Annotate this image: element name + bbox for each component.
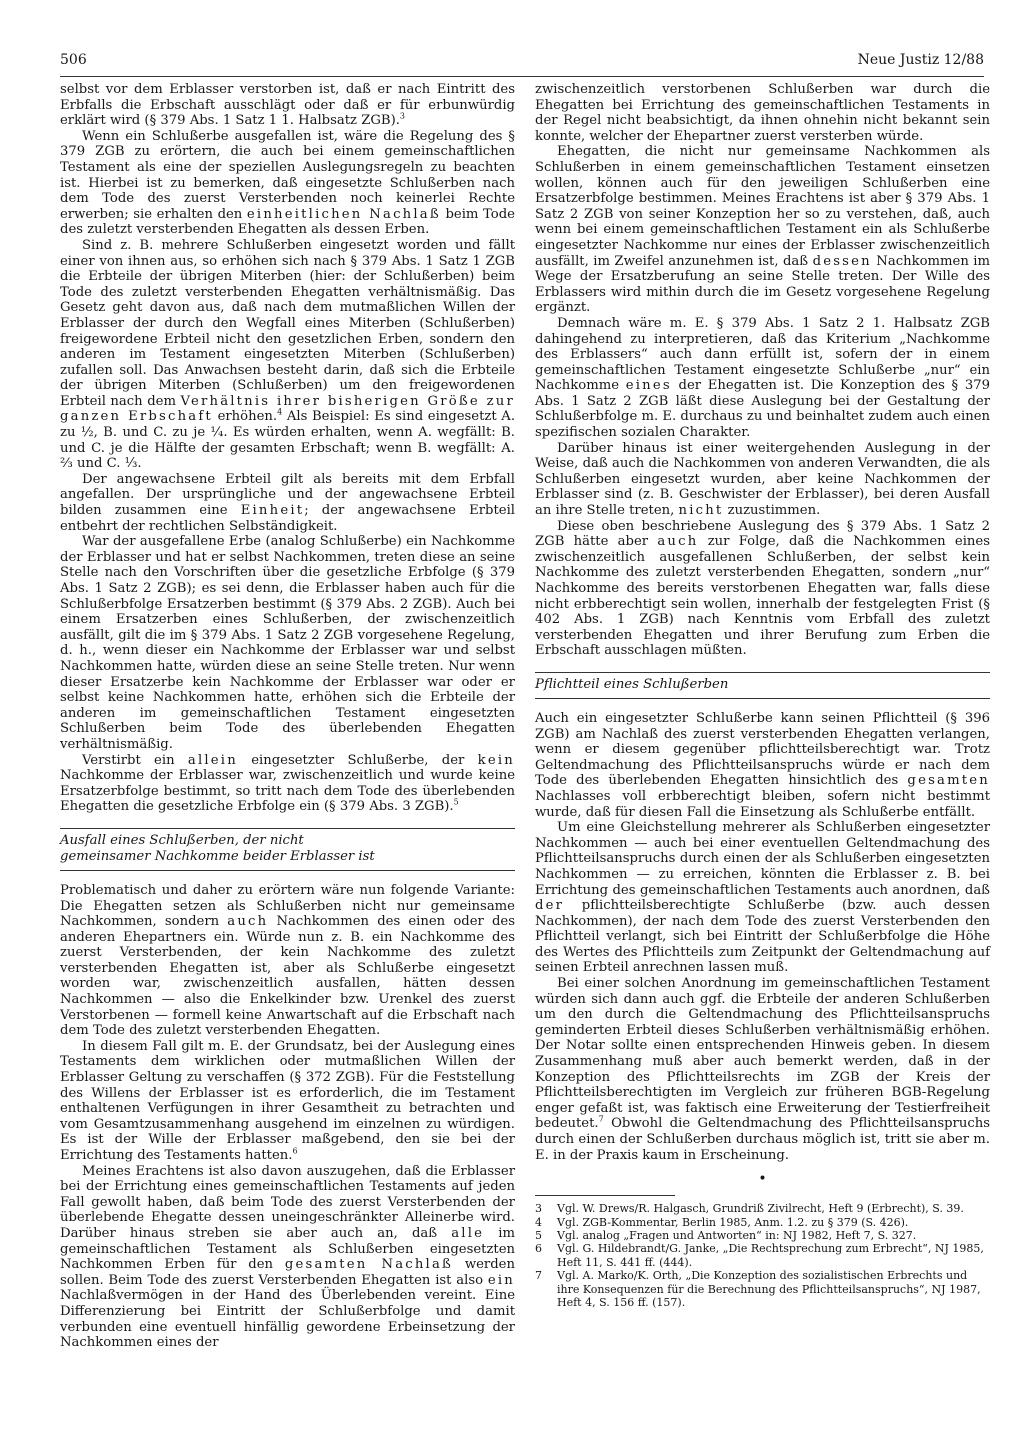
paragraph: Verstirbt ein allein eingesetzter Schlußerbe, der kein Nachkomme der Erblasser war, zwischenzeitlich und wurde keine Ersatzerbfolge bestimmt, so tritt nach dem Tode des überlebenden Ehegatten die gesetzliche Erbfolge ein (§ 379 Abs. 3 ZGB).$^5$ xyxy=(60,752,515,815)
footnote: 7 Vgl. A. Marko/K. Orth, „Die Konzeption des sozialistischen Erbrechts und ihre Konsequenzen für die Berechnung des Pflichtteilsanspruchs“, NJ 1987, Heft 4, S. 156 ff. (157). xyxy=(535,1269,981,1310)
footnote-ref: 7 xyxy=(598,1115,604,1125)
paragraph: Meines Erachtens ist also davon auszugehen, daß die Erblasser bei der Errichtung eines gemeinschaftlichen Testaments auf jeden Fall gewollt haben, daß beim Tode des zuerst Versterbenden der überlebende Ehegatte dessen uneingeschränkter Alleinerbe wird. Darüber hinaus streben sie aber auch an, daß alle im gemeinschaftlichen Testament als Schlußerben eingesetzten Nachkommen Erben für den gesamten Nachlaß werden sollen. Beim Tode des zuerst Versterbenden Ehegatten ist also ein Nachlaßvermögen in der Hand des Überlebenden vereint. Eine Differenzierung bei Eintritt der Schlußerbfolge und damit verbunden eine eventuell hinfällig gewordene Erbeinsetzung der Nachkommen eines der xyxy=(60,1163,515,1351)
spaced-emphasis: auch xyxy=(657,534,699,550)
spaced-emphasis: Verhältnis ihrer bisherigen Größe zur ganzen Erbschaft xyxy=(60,393,515,425)
footnote: 4 Vgl. ZGB-Kommentar, Berlin 1985, Anm. 1.2. zu § 379 (S. 426). xyxy=(535,1215,909,1229)
left-column xyxy=(60,82,515,1351)
spaced-emphasis: alle xyxy=(451,1225,485,1241)
footnote-ref: 5 xyxy=(453,797,459,807)
section-heading: Ausfall eines Schlußerben, der nicht gemeinsamer Nachkomme beider Erblasser ist xyxy=(60,828,515,871)
spaced-emphasis: nicht xyxy=(678,503,724,519)
paragraph: Bei einer solchen Anordnung im gemeinschaftlichen Testament würden sich dann auch ggf. die Erbteile der anderen Schlußerben um den durch die Geltendmachung des Pflichtteilsanspruchs geminderten Erbteil dieses Schlußerben verhältnismäßig erhöhen. Der Notar sollte einen entsprechenden Hinweis geben. In diesem Zusammenhang muß aber auch bemerkt werden, daß in der Konzeption des Pflichtteilsrechts im ZGB der Kreis der Pflichtteilsberechtigten im Vergleich zur früheren BGB-Regelung enger gefaßt ist, was faktisch eine Erweiterung der Testierfreiheit bedeutet.$^7$ Obwohl die Geltendmachung des Pflichtteilsanspruchs durch einen der Schlußerben durchaus möglich ist, tritt sie aber m. E. in der Praxis kaum in Erscheinung. xyxy=(535,976,990,1163)
paragraph: War der ausgefallene Erbe (analog Schlußerbe) ein Nachkomme der Erblasser und hat er selbst Nachkommen, treten diese an seine Stelle nach den Vorschriften über die gesetzliche Erbfolge (§ 379 Abs. 1 Satz 2 ZGB); es sei denn, die Erblasser haben auch für die Schlußerbfolge Ersatzerben bestimmt (§ 379 Abs. 2 ZGB). Auch bei einem Ersatzerben eines Schlußerben, der zwischenzeitlich ausfällt, gilt die im § 379 Abs. 1 Satz 2 ZGB vorgesehene Regelung, d. h., wenn dieser ein Nachkomme der Erblasser war und selbst Nachkommen hatte, würden diese an seine Stelle treten. Nur wenn dieser Ersatzerbe kein Nachkomme der Erblasser war oder er selbst keine Nachkommen hatte, erhöhen sich die Erbteile der anderen im gemeinschaftlichen Testament eingesetzten Schlußerben beim Tode des überlebenden Ehegatten verhältnismäßig. xyxy=(60,534,515,752)
spaced-emphasis: gesamten xyxy=(907,773,990,789)
paragraph: Problematisch und daher zu erörtern wäre nun folgende Variante: Die Ehegatten setzen als Schlußerben nicht nur gemeinsame Nachkommen, sondern auch Nachkommen des einen oder des anderen Ehepartners ein. Würde nun z. B. ein Nachkomme des zuerst Versterbenden, der kein Nachkomme des zuletzt versterbenden Ehegatten ist, aber als Schlußerbe eingesetzt worden war, zwischenzeitlich ausfallen, hätten dessen Nachkommen — also die Enkelkinder bzw. Urenkel des zuerst Verstorbenen — formell keine Anwartschaft auf die Erbschaft nach dem Tode des zuletzt versterbenden Ehegatten. xyxy=(60,882,515,1039)
spaced-emphasis: Einheit xyxy=(240,503,305,519)
spaced-emphasis: ein xyxy=(487,1272,515,1288)
spaced-emphasis: auch xyxy=(227,914,269,930)
paragraph: Auch ein eingesetzter Schlußerbe kann seinen Pflichtteil (§ 396 ZGB) am Nachlaß des zuerst versterbenden Ehegatten verlangen, wenn er diesem gegenüber pflichtteilsberechtigt war. Trotz Geltendmachung des Pflichtteilsanspruchs würde er nach dem Tode des überlebenden Ehegatten hinsichtlich des gesamten Nachlasses voll erbberechtigt bleiben, sofern nicht bestimmt wurde, daß für diesen Fall die Einsetzung als Schlußerbe entfällt. xyxy=(535,710,990,820)
paragraph: Sind z. B. mehrere Schlußerben eingesetzt worden und fällt einer von ihnen aus, so erhöhen sich nach § 379 Abs. 1 Satz 1 ZGB die Erbteile der übrigen Miterben (hier: der Schlußerben) beim Tode des zuletzt versterbenden Ehegatten verhältnismäßig. Das Gesetz geht davon aus, daß nach dem mutmaßlichen Willen der Erblasser der durch den Wegfall eines Miterben (Schlußerben) freigewordene Erbteil nicht den gesetzlichen Erben, sondern den anderen im Testament eingesetzten Miterben (Schlußerben) zufallen soll. Das Anwachsen besteht darin, daß sich die Erbteile der übrigen Miterben (Schlußerben) um den freigewordenen Erbteil nach dem Verhältnis ihrer bisherigen Größe zur ganzen Erbschaft erhöhen.$^4$ Als Beispiel: Es sind eingesetzt A. zu ½, B. und C. zu je ¼. Es würden erhalten, wenn A. wegfällt: B. und C. je die Hälfte der gesamten Erbschaft; wenn B. wegfällt: A. ⅔ und C. ⅓. xyxy=(60,237,516,472)
paragraph: Ehegatten, die nicht nur gemeinsame Nachkommen als Schlußerben in einem gemeinschaftlichen Testament einsetzen wollen, können auch für den jeweiligen Schlußerben eine Ersatzerbfolge bestimmen. Meines Erachtens ist aber § 379 Abs. 1 Satz 2 ZGB von seiner Konzeption her so zu verstehen, daß, auch wenn bei einem gemeinschaftlichen Testament ein als Schlußerbe eingesetzter Nachkomme nur eines der Erblasser zwischenzeitlich ausfällt, im Zweifel anzunehmen ist, daß dessen Nachkommen im Wege der Ersatzberufung an seine Stelle treten. Der Wille des Erblassers wird mithin durch die im Gesetz vorgesehene Regelung ergänzt. xyxy=(535,144,990,316)
paragraph: Wenn ein Schlußerbe ausgefallen ist, wäre die Regelung des § 379 ZGB zu erörtern, die auch bei einem gemeinschaftlichen Testament als eine der speziellen Auslegungsregeln zu beachten ist. Hierbei ist zu bemerken, daß eingesetzte Schlußerben nach dem Tode des zuerst Versterbenden noch keinerlei Rechte erwerben; sie erhalten den einheitlichen Nachlaß beim Tode des zuletzt versterbenden Ehegatten als dessen Erben. xyxy=(60,128,515,238)
end-mark: • xyxy=(758,1171,767,1188)
footnote-ref: 6 xyxy=(292,1146,298,1156)
spaced-emphasis: dessen xyxy=(812,253,872,269)
spaced-emphasis: einheitlichen Nachlaß xyxy=(246,206,441,222)
paragraph: Darüber hinaus ist einer weitergehenden Auslegung in der Weise, daß auch die Nachkommen von anderen Verwandten, die als Schlußerben eingesetzt wurden, aber keine Nachkommen der Erblasser sind (z. B. Geschwister der Erblasser), bei deren Ausfall an ihre Stelle treten, nicht zuzustimmen. xyxy=(535,440,990,519)
spaced-emphasis: kein xyxy=(477,752,515,768)
paragraph: In diesem Fall gilt m. E. der Grundsatz, bei der Auslegung eines Testaments dem wirklichen oder mutmaßlichen Willen der Erblasser Geltung zu verschaffen (§ 372 ZGB). Für die Feststellung des Willens der Erblasser ist es erforderlich, die im Testament enthaltenen Verfügungen in ihrer Gesamtheit zu betrachten und vom Gesamtzusammenhang ausgehend im einzelnen zu würdigen. Es ist der Wille der Erblasser maßgebend, den sie bei der Errichtung des Testaments hatten.$^6$ xyxy=(60,1038,515,1163)
page-header xyxy=(60,50,984,77)
footnote: 3 Vgl. W. Drews/R. Halgasch, Grundriß Zivilrecht, Heft 9 (Erbrecht), S. 39. xyxy=(535,1202,964,1216)
paragraph: Demnach wäre m. E. § 379 Abs. 1 Satz 2 1. Halbsatz ZGB dahingehend zu interpretieren, daß das Kriterium „Nachkomme des Erblassers“ auch dann erfüllt ist, sofern der in einem gemeinschaftlichen Testament eingesetzte Schlußerbe „nur“ ein Nachkomme eines der Ehegatten ist. Die Konzeption des § 379 Abs. 1 Satz 2 ZGB läßt diese Auslegung bei der Gestaltung der Schlußerbfolge m. E. durchaus zu und beinhaltet zudem auch einen spezifischen sozialen Charakter. xyxy=(535,315,990,441)
spaced-emphasis: eines xyxy=(625,378,672,394)
spaced-emphasis: gesamten Nachlaß xyxy=(284,1257,454,1273)
paragraph: Diese oben beschriebene Auslegung des § 379 Abs. 1 Satz 2 ZGB hätte aber auch zur Folge, daß die Nachkommen eines zwischenzeitlich ausgefallenen Schlußerben, der selbst kein Nachkomme des zuletzt versterbenden Ehegatten, sondern „nur“ Nachkomme des bereits verstorbenen Ehegatten war, falls diese nicht erbberechtigt sein wollen, innerhalb der festgelegten Frist (§ 402 Abs. 1 ZGB) nach Kenntnis vom Erbfall des zuletzt versterbenden Ehegatten und ihrer Berufung zum Erben die Erbschaft ausschlagen müßten. xyxy=(535,518,990,659)
paragraph: Um eine Gleichstellung mehrerer als Schlußerben eingesetzter Nachkommen — auch bei einer eventuellen Geltendmachung des Pflichtteilsanspruchs durch einen der als Schlußerben eingesetzten Nachkommen — zu erreichen, könnten die Erblasser z. B. bei Errichtung des gemeinschaftlichen Testaments auch anordnen, daß der pflichtteilsberechtigte Schlußerbe (bzw. auch dessen Nachkommen), der nach dem Tode des zuerst Versterbenden den Pflichtteil verlangt, sich bei Eintritt der Schlußerbfolge die Höhe des Wertes des Pflichtteils zum Zeitpunkt der Geltendmachung auf seinen Erbteil anrechnen lassen muß. xyxy=(535,820,990,976)
spaced-emphasis: allein xyxy=(187,752,238,768)
footnote-ref: 4 xyxy=(277,408,283,418)
footnotes xyxy=(535,1202,990,1309)
right-column xyxy=(535,82,990,1309)
spaced-emphasis: der xyxy=(535,898,565,914)
section-heading: Pflichtteil eines Schlußerben xyxy=(535,672,990,699)
footnote-divider xyxy=(535,1195,675,1196)
page-number: 506 xyxy=(60,52,87,68)
footnote: 6 Vgl. G. Hildebrandt/G. Janke, „Die Rechtsprechung zum Erbrecht“, NJ 1985, Heft 11, S. 441 ff. (444). xyxy=(535,1242,984,1269)
journal-issue: Neue Justiz 12/88 xyxy=(857,52,984,68)
paragraph: Der angewachsene Erbteil gilt als bereits mit dem Erbfall angefallen. Der ursprüngliche und der angewachsene Erbteil bilden zusammen eine Einheit; der angewachsene Erbteil entbehrt der rechtlichen Selbständigkeit. xyxy=(60,471,516,534)
paragraph: selbst vor dem Erblasser verstorben ist, daß er nach Eintritt des Erbfalls die Erbschaft ausschlägt oder daß er für erbunwürdig erklärt wird (§ 379 Abs. 1 Satz 1 1. Halbsatz ZGB).$^3$ xyxy=(60,82,515,129)
footnote-ref: 3 xyxy=(399,111,406,121)
footnote: 5 Vgl. analog „Fragen und Antworten“ in: NJ 1982, Heft 7, S. 327. xyxy=(535,1229,917,1242)
paragraph: zwischenzeitlich verstorbenen Schlußerben war durch die Ehegatten bei Errichtung des gemeinschaftlichen Testaments in der Regel nicht beabsichtigt, da ihnen ohnehin nicht bekannt sein konnte, welcher der Ehepartner zuerst versterben würde. xyxy=(535,82,990,144)
